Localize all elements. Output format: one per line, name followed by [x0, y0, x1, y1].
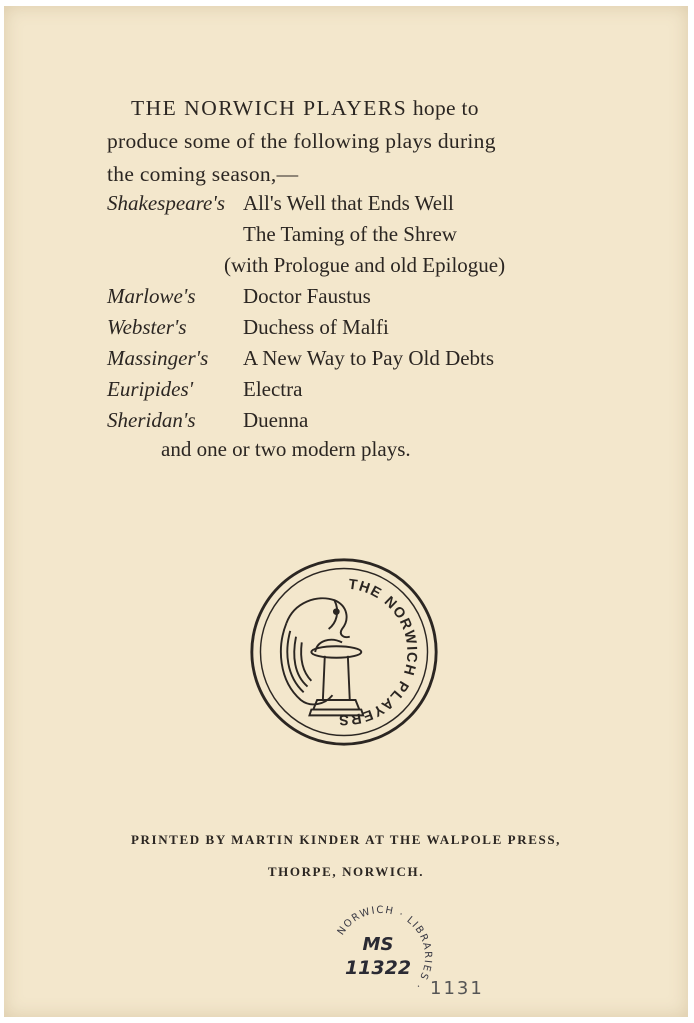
play-title: Duchess of Malfi: [243, 315, 389, 339]
stamp-code: MS: [362, 934, 394, 955]
company-name: THE NORWICH PLAYERS: [131, 96, 408, 120]
norwich-players-seal: [248, 556, 440, 748]
play-note: (with Prologue and old Epilogue): [224, 253, 506, 277]
pelican-on-pedestal-icon: [281, 598, 363, 715]
play-title: A New Way to Pay Old Debts: [243, 346, 495, 370]
intro-line-1-rest: hope to: [412, 96, 479, 120]
stamp-number: 11322: [344, 957, 412, 979]
play-author: Massinger's: [107, 346, 209, 370]
play-row: [107, 343, 607, 374]
play-row: [107, 219, 607, 250]
play-title: Duenna: [243, 408, 309, 432]
play-row: [107, 312, 607, 343]
play-author: Marlowe's: [107, 284, 196, 308]
play-row: [107, 374, 607, 405]
play-row: [107, 188, 607, 219]
intro-line-1: [107, 92, 587, 125]
play-title: All's Well that Ends Well: [243, 191, 454, 215]
play-title: The Taming of the Shrew: [243, 222, 457, 246]
play-author: Webster's: [107, 315, 187, 339]
play-row: [107, 250, 607, 281]
intro-paragraph: [107, 92, 587, 191]
intro-line-2: produce some of the following plays during: [107, 129, 496, 153]
play-author: Euripides': [107, 377, 194, 401]
stamp-extra-number: 1131: [430, 978, 484, 999]
play-list: [107, 188, 607, 436]
stamp-ring-text: NORWICH · LIBRARIES ·: [335, 904, 434, 992]
seal-text: THE NORWICH PLAYERS: [337, 576, 420, 728]
svg-text:THE NORWICH PLAYERS: [338, 577, 420, 728]
play-author: Sheridan's: [107, 408, 196, 432]
play-row: [107, 405, 607, 436]
play-row: [107, 281, 607, 312]
play-title: Doctor Faustus: [243, 284, 371, 308]
intro-line-3: the coming season,—: [107, 162, 299, 186]
playbill-page: [4, 6, 688, 1017]
printer-imprint-line-1: PRINTED BY MARTIN KINDER AT THE WALPOLE PRESS,: [131, 832, 561, 847]
printer-imprint-line-2: THORPE, NORWICH.: [267, 864, 425, 879]
closing-line: and one or two modern plays.: [161, 437, 411, 461]
play-author: Shakespeare's: [107, 191, 226, 215]
library-stamp: [326, 902, 436, 1012]
play-title: Electra: [243, 377, 303, 401]
